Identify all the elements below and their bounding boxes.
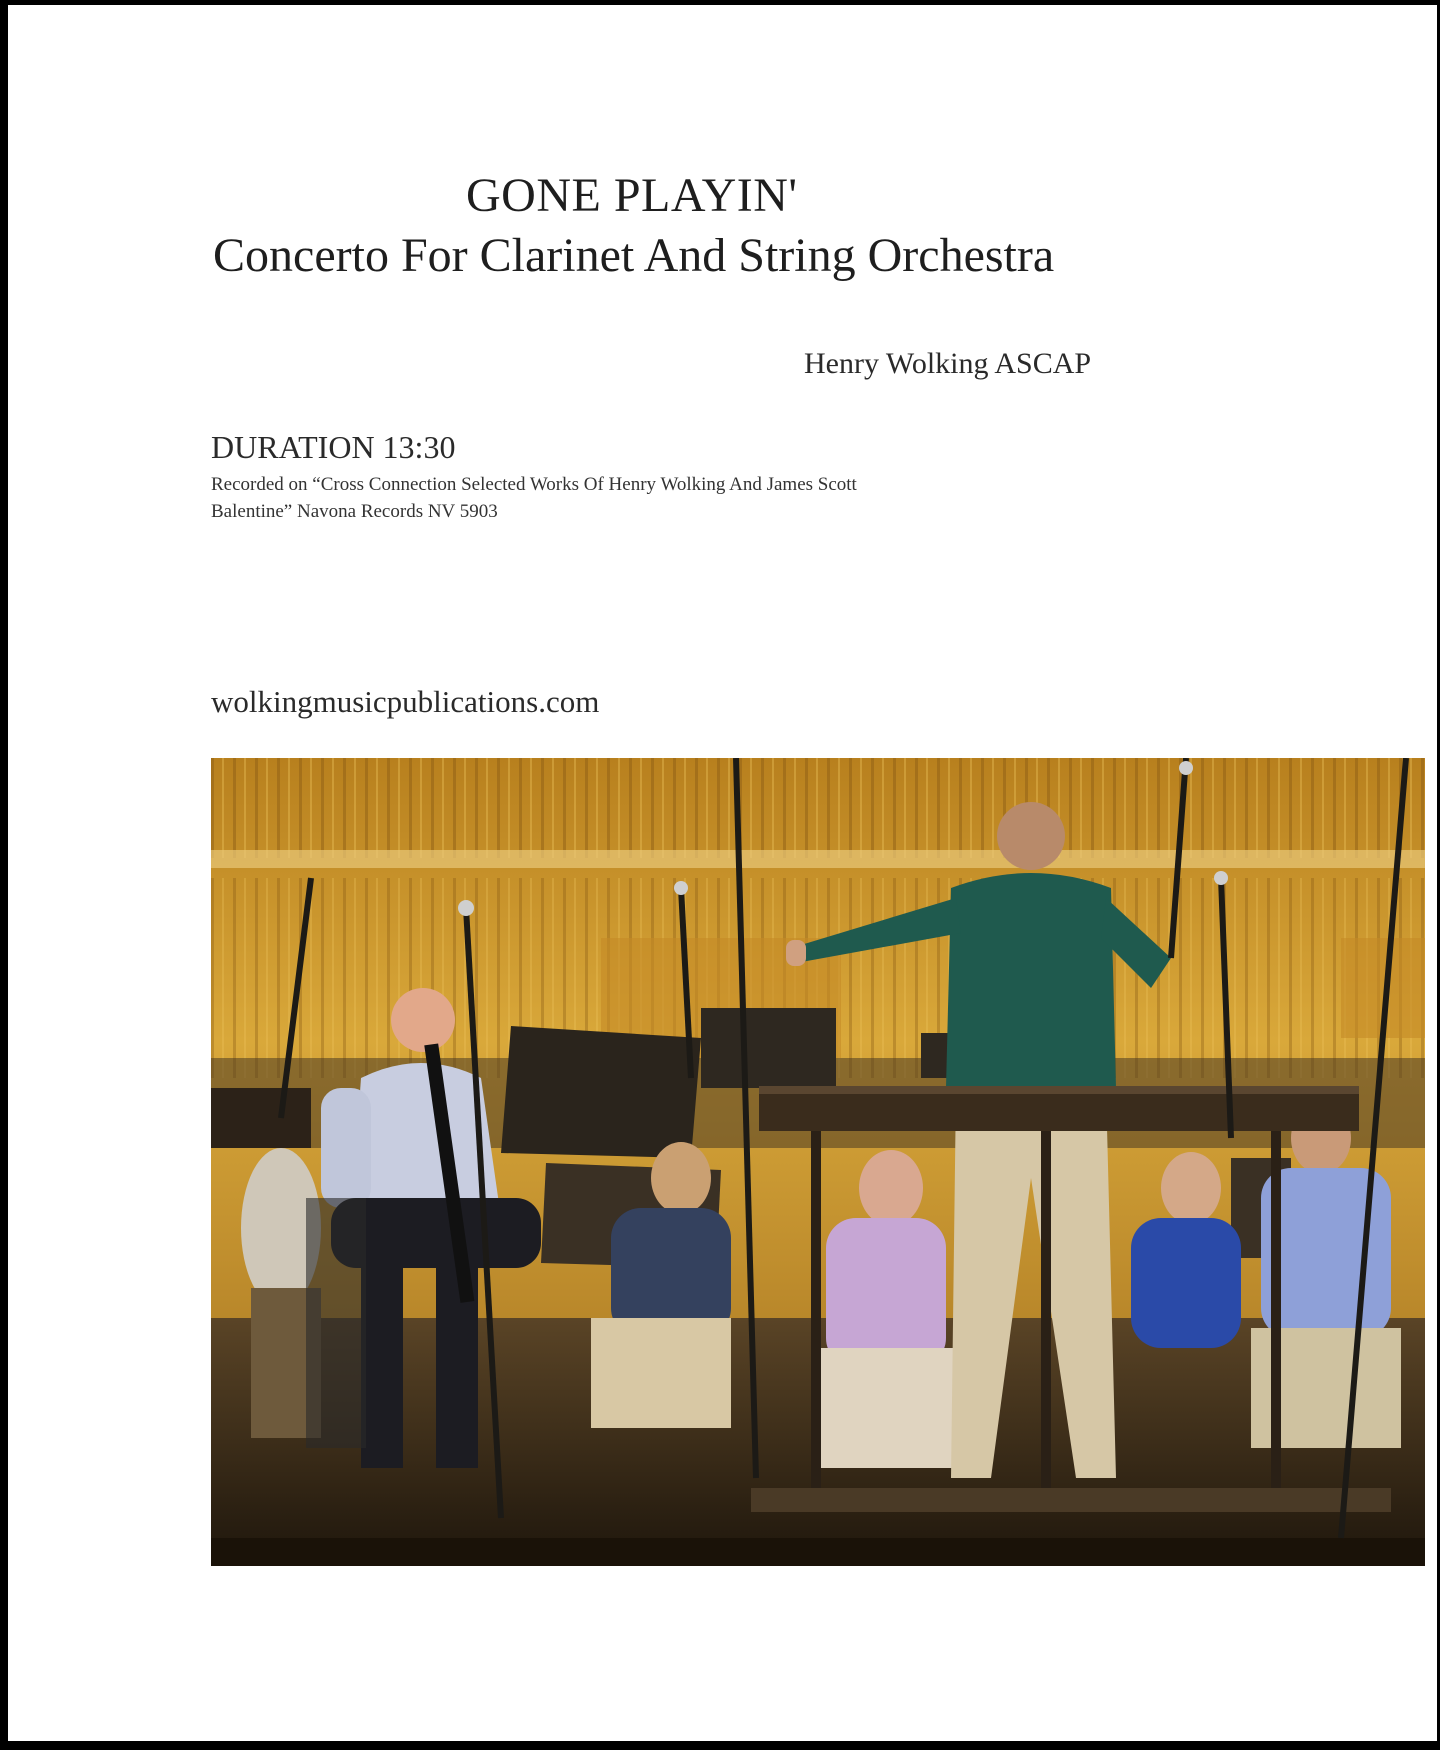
- duration-label: DURATION 13:30: [211, 429, 456, 465]
- recording-note-line-2: Balentine” Navona Records NV 5903: [211, 501, 498, 522]
- score-cover-page: [8, 5, 1437, 1741]
- orchestra-rehearsal-photo: [211, 758, 1425, 1566]
- recording-note: [211, 471, 1211, 525]
- page-subtitle: Concerto For Clarinet And String Orchestra: [213, 229, 1055, 282]
- website-text: wolkingmusicpublications.com: [211, 684, 600, 719]
- recording-note-line-1: Recorded on “Cross Connection Selected Works Of Henry Wolking And James Scott: [211, 474, 857, 495]
- composer-credit: Henry Wolking ASCAP: [804, 347, 1092, 380]
- photo-illustration: [211, 758, 1425, 1566]
- page-title: GONE PLAYIN': [466, 169, 798, 222]
